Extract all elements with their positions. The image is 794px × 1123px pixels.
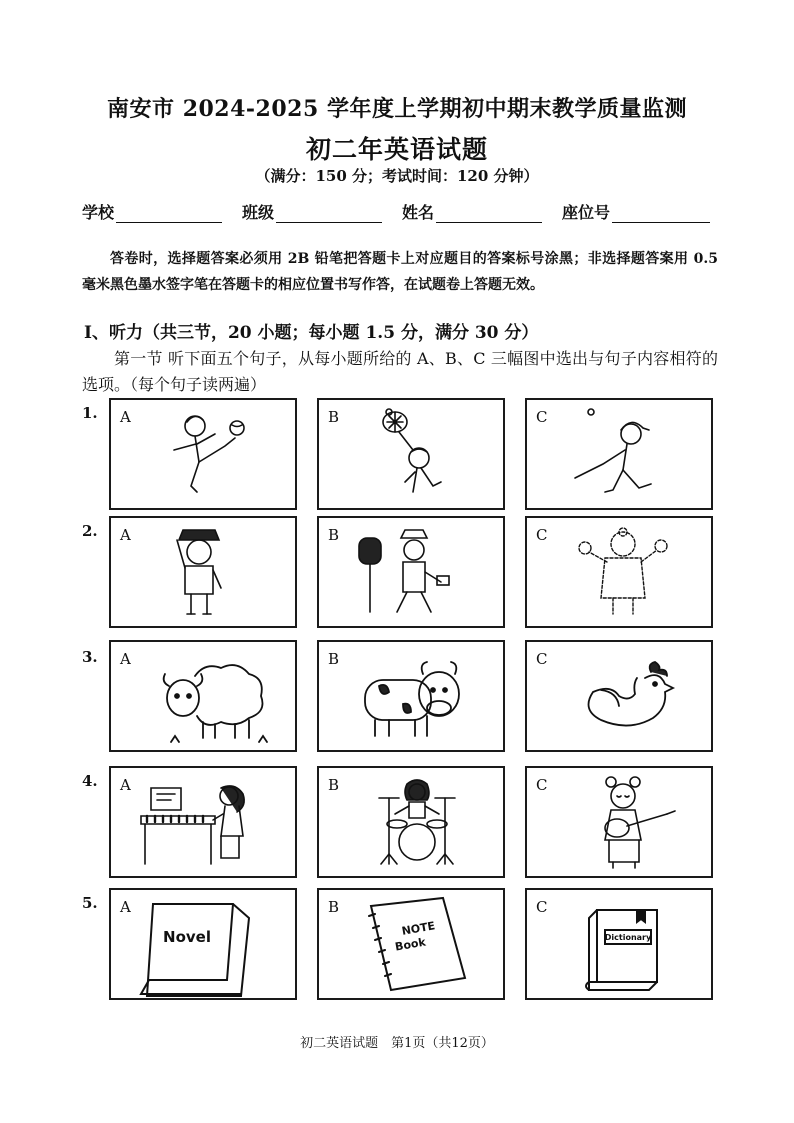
- option-letter: C: [536, 650, 548, 668]
- question-3-option-b[interactable]: [317, 640, 505, 752]
- dictionary-book-icon: [527, 890, 711, 998]
- option-letter: B: [328, 776, 340, 794]
- option-letter: C: [536, 776, 548, 794]
- seat-blank[interactable]: [612, 204, 710, 223]
- cow-icon: [319, 642, 503, 750]
- question-2-option-c[interactable]: [525, 516, 713, 628]
- exam-subtitle: 初二年英语试题: [305, 135, 488, 164]
- question-5-option-c[interactable]: [525, 888, 713, 1000]
- question-1-option-a[interactable]: [109, 398, 297, 510]
- seat-field[interactable]: [562, 200, 710, 223]
- name-label: 姓名: [402, 203, 435, 222]
- question-1-option-c[interactable]: [525, 398, 713, 510]
- option-letter: A: [120, 408, 131, 426]
- exam-title: 南安市 2024-2025 学年度上学期初中期末教学质量监测: [107, 96, 687, 122]
- answer-notice: 答卷时，选择题答案必须用 2B 铅笔把答题卡上对应题目的答案标号涂黑；非选择题答案用 0.5 毫米黑色墨水签字笔在答题卡的相应位置书写作答，在试题卷上答题无效。: [82, 251, 718, 293]
- exam-score-time: （满分：150 分；考试时间：120 分钟）: [255, 167, 539, 185]
- sheep-icon: [111, 642, 295, 750]
- question-5-option-a[interactable]: [109, 888, 297, 1000]
- police-officer-icon: [111, 518, 295, 626]
- listening-instruction: 第一节 听下面五个句子，从每小题所给的 A、B、C 三幅图中选出与句子内容相符的选项。（每个句子读两遍）: [82, 349, 718, 394]
- option-letter: C: [536, 898, 548, 916]
- boy-kicking-ball-icon: [111, 400, 295, 508]
- novel-book-icon: [111, 890, 295, 998]
- option-letter: B: [328, 526, 340, 544]
- listening-section-heading: Ⅰ、听力（共三节，20 小题；每小题 1.5 分，满分 30 分）: [84, 323, 539, 343]
- class-field[interactable]: [242, 200, 382, 223]
- option-letter: A: [120, 650, 131, 668]
- school-blank[interactable]: [116, 204, 222, 223]
- postman-icon: [319, 518, 503, 626]
- class-label: 班级: [242, 203, 275, 222]
- question-1-option-b[interactable]: [317, 398, 505, 510]
- question-4-option-a[interactable]: [109, 766, 297, 878]
- school-label: 学校: [82, 203, 115, 222]
- question-4-option-c[interactable]: [525, 766, 713, 878]
- notebook-title-line1: NOTE: [400, 919, 437, 938]
- doctor-icon: [527, 518, 711, 626]
- option-letter: B: [328, 650, 340, 668]
- notebook-title-line2: Book: [394, 935, 427, 954]
- question-2-option-b[interactable]: [317, 516, 505, 628]
- question-number: 4.: [82, 772, 98, 790]
- notebook-icon: [319, 890, 503, 998]
- question-2-option-a[interactable]: [109, 516, 297, 628]
- option-letter: B: [328, 408, 340, 426]
- question-number: 2.: [82, 522, 98, 540]
- question-number: 1.: [82, 404, 98, 422]
- question-number: 5.: [82, 894, 98, 912]
- option-letter: C: [536, 526, 548, 544]
- novel-book-title: Novel: [163, 928, 211, 946]
- question-3-option-c[interactable]: [525, 640, 713, 752]
- name-field[interactable]: [402, 200, 542, 223]
- boy-playing-tennis-icon: [319, 400, 503, 508]
- option-letter: A: [120, 898, 131, 916]
- question-3-option-a[interactable]: [109, 640, 297, 752]
- option-letter: C: [536, 408, 548, 426]
- question-4-option-b[interactable]: [317, 766, 505, 878]
- question-5-option-b[interactable]: [317, 888, 505, 1000]
- girl-playing-piano-icon: [111, 768, 295, 876]
- option-letter: B: [328, 898, 340, 916]
- option-letter: A: [120, 526, 131, 544]
- seat-label: 座位号: [562, 203, 611, 222]
- school-field[interactable]: [82, 200, 222, 223]
- girl-playing-guitar-icon: [527, 768, 711, 876]
- class-blank[interactable]: [276, 204, 382, 223]
- student-info-fields: [82, 200, 722, 226]
- page-footer: 初二英语试题 第1页（共12页）: [300, 1036, 494, 1051]
- option-letter: A: [120, 776, 131, 794]
- dictionary-title: Dictionary: [604, 933, 652, 942]
- girl-playing-drums-icon: [319, 768, 503, 876]
- boy-playing-baseball-icon: [527, 400, 711, 508]
- question-number: 3.: [82, 648, 98, 666]
- hen-icon: [527, 642, 711, 750]
- name-blank[interactable]: [436, 204, 542, 223]
